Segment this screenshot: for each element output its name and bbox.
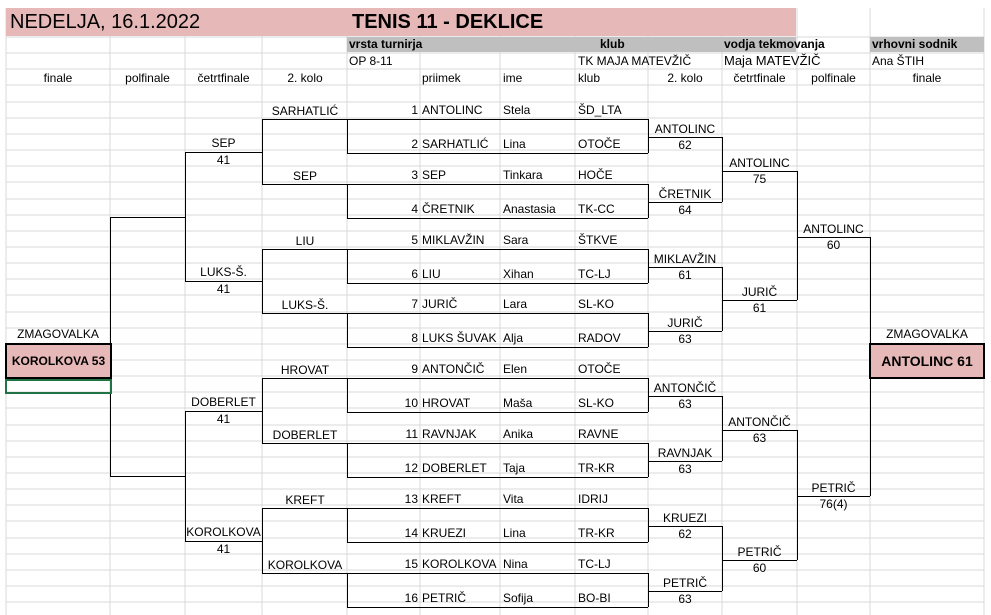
col-qf-right: četrtfinale [733,71,786,85]
match-bracket-left [347,119,348,153]
qf-left-name: DOBERLET [191,395,256,409]
semi-right-name: ANTOLINC [803,222,864,236]
tournament-type: OP 8-11 [349,54,393,68]
player-number: 3 [411,168,418,182]
round2-left-name: HROVAT [280,363,330,377]
tournament-type-label: vrsta turnirja [349,37,423,51]
col-final-left: finale [43,71,73,85]
player-club: TC-LJ [578,557,611,571]
player-surname: LIU [422,267,441,281]
player-surname: KOROLKOVA [422,557,497,571]
player-row-line [347,184,648,185]
player-surname: HROVAT [422,396,471,410]
player-name: Sofija [503,591,534,605]
player-number: 5 [411,233,418,247]
winner-label-left: ZMAGOVALKA [17,327,99,341]
player-number: 13 [404,492,418,506]
col-final-right: finale [912,71,942,85]
match-bracket-left [347,184,348,218]
semi-right-score: 60 [826,238,841,252]
player-name: Maša [503,396,533,410]
winner-box-left[interactable]: KOROLKOVA 53 [5,343,112,379]
round2-left-name: KREFT [285,493,325,507]
player-number: 7 [411,297,418,311]
qf-left-score: 41 [216,412,231,426]
player-row-line [347,412,648,413]
player-surname: MIKLAVŽIN [422,233,485,247]
player-number: 4 [411,202,418,216]
player-surname: SARHATLIĆ [422,137,489,151]
player-club: TR-KR [578,461,615,475]
round2-right-score: 63 [678,397,692,411]
semi-left-line [110,476,185,477]
player-surname: ANTOLINC [422,103,483,117]
semi-left-bracket [185,411,186,541]
round2-left-line [262,119,347,120]
player-number: 10 [404,396,418,410]
director-name: Maja MATEVŽIČ [724,53,821,68]
player-number: 8 [411,331,418,345]
player-club: SL-KO [578,297,615,311]
col-semi-left: polfinale [125,71,170,85]
player-name: Anika [503,427,534,441]
player-row-line [347,542,648,543]
col-semi-right: polfinale [811,71,856,85]
player-row-line [347,283,648,284]
player-number: 2 [411,137,418,151]
col-r2-right: 2. kolo [667,71,703,85]
semi-right-score: 76(4) [819,497,848,511]
player-surname: RAVNJAK [422,427,477,441]
player-number: 1 [411,103,418,117]
round2-left-line [262,184,347,185]
col-club: klub [578,71,601,85]
referee-name: Ana ŠTIH [872,54,925,68]
player-club: HOČE [578,168,613,182]
date-title: NEDELJA, 16.1.2022 [10,11,201,33]
player-name: Tinkara [503,168,543,182]
player-club: OTOČE [578,362,621,376]
player-club: SL-KO [578,396,615,410]
round2-right-name: ANTOLINC [654,122,716,136]
player-club: TC-LJ [578,267,611,281]
player-name: Lina [503,137,526,151]
round2-right-score: 62 [678,527,692,541]
club-label: klub [600,37,625,51]
round2-right-name: KRUEZI [662,511,707,525]
player-club: RADOV [578,331,621,345]
match-bracket-left [347,249,348,283]
qf-right-name: PETRIČ [737,545,782,559]
player-row-line [347,313,648,314]
semi-right-name: PETRIČ [811,481,856,495]
player-name: Taja [503,461,526,475]
player-row-line [347,153,648,154]
player-row-line [347,119,648,120]
qf-right-name: ANTOLINC [729,156,790,170]
winner-box-right[interactable]: ANTOLINC 61 [869,343,985,379]
player-row-line [347,443,648,444]
player-number: 15 [404,557,418,571]
player-name: Lara [503,297,528,311]
player-club: ŠD_LTA [578,103,622,117]
player-number: 11 [405,427,418,441]
qf-left-score: 41 [216,153,231,167]
player-number: 6 [411,267,418,281]
round2-left-line [262,378,347,379]
player-row-line [347,508,648,509]
semi-left-line [110,217,185,218]
round2-left-name: LUKS-Š. [281,298,329,312]
col-surname: priimek [422,71,461,85]
player-row-line [347,378,648,379]
round2-left-name: DOBERLET [272,428,338,442]
qf-left-name: SEP [211,136,236,150]
player-name: Anastasia [503,202,556,216]
referee-label: vrhovni sodnik [872,37,958,51]
round2-left-line [262,443,347,444]
player-club: TK-CC [578,202,615,216]
round2-right-score: 63 [678,592,692,606]
round2-right-name: RAVNJAK [657,446,713,460]
round2-right-name: MIKLAVŽIN [653,252,717,266]
col-qf-left: četrtfinale [197,71,250,85]
round2-left-name: LIU [295,234,315,248]
winner-label-right: ZMAGOVALKA [886,327,968,341]
qf-left-bracket [262,249,263,313]
qf-left-name: LUKS-Š. [200,265,247,279]
match-bracket-left [347,313,348,347]
player-club: BO-BI [578,591,611,605]
semi-left-bracket [185,152,186,281]
round2-left-line [262,313,347,314]
player-surname: ANTONČIČ [422,362,485,376]
player-surname: JURIČ [422,297,458,311]
match-bracket-left [347,508,348,542]
qf-right-score: 75 [752,172,767,186]
qf-left-bracket [262,119,263,184]
player-club: RAVNE [578,427,619,441]
player-surname: SEP [422,168,447,182]
player-club: ŠTKVE [578,233,618,247]
qf-left-score: 41 [216,542,231,556]
qf-right-score: 63 [752,431,767,445]
selected-cell[interactable] [5,379,112,394]
player-row-line [347,477,648,478]
match-bracket-left [347,443,348,477]
player-surname: KREFT [422,492,462,506]
qf-right-name: JURIČ [741,285,778,299]
player-club: IDRIJ [578,492,608,506]
player-number: 9 [411,362,418,376]
player-name: Nina [503,557,528,571]
player-name: Elen [503,362,528,376]
round2-left-line [262,573,347,574]
player-surname: LUKS ŠUVAK [422,331,497,345]
match-bracket-left [347,378,348,412]
player-name: Vita [503,492,524,506]
round2-left-line [262,508,347,509]
player-name: Lina [503,526,526,540]
player-surname: KRUEZI [422,526,467,540]
match-bracket-left [347,573,348,607]
qf-right-score: 61 [752,301,767,315]
round2-right-name: PETRIČ [662,576,707,590]
player-club: OTOČE [578,137,621,151]
player-surname: DOBERLET [422,461,487,475]
qf-right-score: 60 [752,561,767,575]
page-title: TENIS 11 - DEKLICE [352,11,544,33]
round2-right-score: 62 [678,138,692,152]
qf-left-bracket [262,508,263,573]
host-club: TK MAJA MATEVŽIČ [578,54,692,68]
round2-left-name: KOROLKOVA [267,558,343,572]
round2-right-score: 64 [678,203,692,217]
round2-right-name: ANTONČIČ [653,381,717,395]
player-row-line [347,573,648,574]
round2-right-score: 61 [678,268,692,282]
qf-right-name: ANTONČIČ [728,415,791,429]
player-name: Stela [503,103,531,117]
player-number: 14 [404,526,418,540]
round2-left-name: SEP [292,169,317,183]
round2-right-name: JURIČ [667,316,703,330]
player-row-line [347,607,648,608]
player-surname: PETRIČ [422,591,467,605]
player-name: Sara [503,233,529,247]
player-name: Alja [503,331,524,345]
player-name: Xihan [503,267,534,281]
round2-left-line [262,249,347,250]
col-name: ime [503,71,523,85]
director-label: vodja tekmovanja [724,37,825,51]
col-r2-left: 2. kolo [287,71,323,85]
player-row-line [347,347,648,348]
player-row-line [347,249,648,250]
round2-right-score: 63 [678,332,692,346]
player-club: TR-KR [578,526,615,540]
qf-left-score: 41 [216,282,231,296]
player-surname: ČRETNIK [422,202,475,216]
player-number: 16 [404,591,418,605]
round2-right-score: 63 [678,462,692,476]
round2-left-name: SARHATLIĆ [271,104,339,118]
qf-left-bracket [262,378,263,443]
qf-left-name: KOROLKOVA [186,525,261,539]
round2-right-name: ČRETNIK [658,187,712,201]
player-row-line [347,218,648,219]
player-number: 12 [404,461,418,475]
